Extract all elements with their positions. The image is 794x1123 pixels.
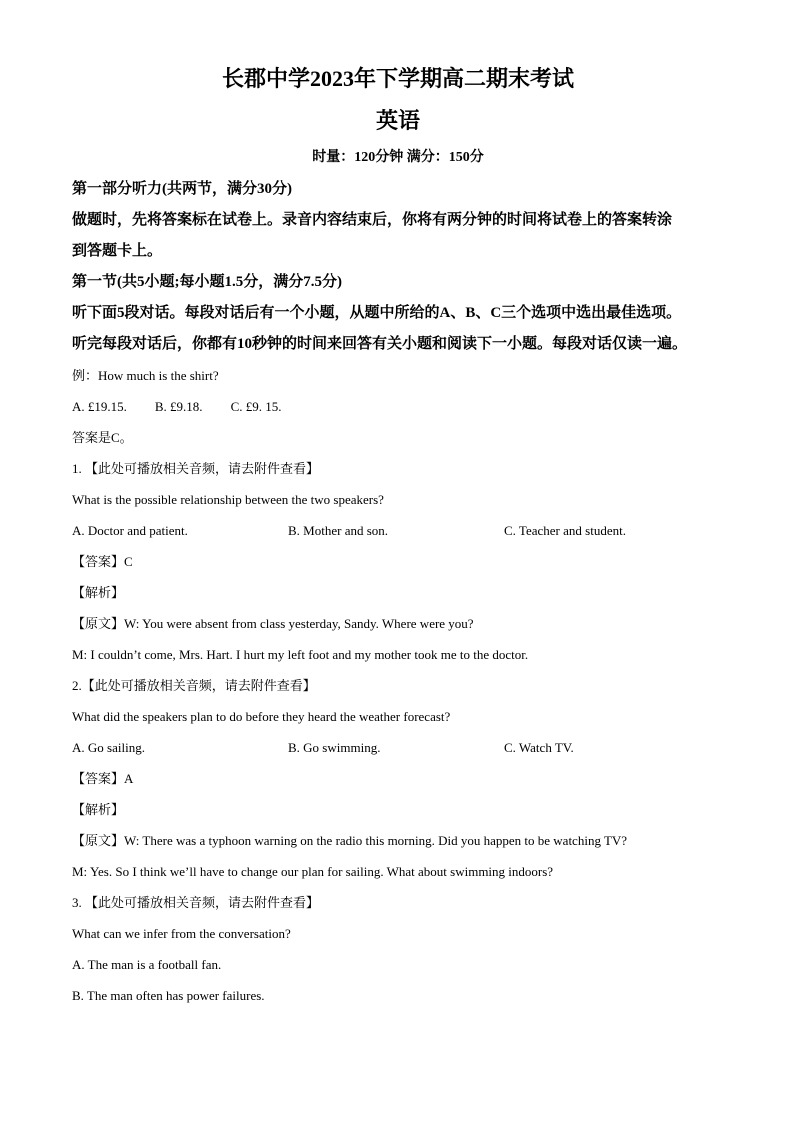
question-1-option-a: A. Doctor and patient. <box>72 523 188 538</box>
example-option-b: B. £9.18. <box>154 399 203 414</box>
example-answer: 答案是C。 <box>72 430 133 445</box>
question-2-analysis-label: 【解析】 <box>72 802 125 817</box>
example-question: 例：How much is the shirt? <box>72 368 219 383</box>
example-option-c: C. £9. 15. <box>230 399 282 414</box>
audio-note: 【此处可播放相关音频，请去附件查看】 <box>85 461 320 476</box>
question-3-audio-note <box>72 887 724 918</box>
part1-heading: 第一部分听力(共两节，满分30分) <box>72 181 292 197</box>
audio-note: 【此处可播放相关音频，请去附件查看】 <box>81 678 316 693</box>
question-2-text: What did the speakers plan to do before they heard the weather forecast? <box>72 709 451 724</box>
question-1-option-c: C. Teacher and student. <box>504 523 626 538</box>
question-1-option-b: B. Mother and son. <box>288 523 389 538</box>
question-2-options <box>72 732 724 763</box>
question-2-option-a: A. Go sailing. <box>72 740 145 755</box>
question-2-transcript-line1 <box>72 825 724 856</box>
question-1-options <box>72 515 724 546</box>
exam-subject: 英语 <box>375 108 420 133</box>
question-3-text: What can we infer from the conversation? <box>72 926 291 941</box>
audio-note: 【此处可播放相关音频，请去附件查看】 <box>85 895 320 910</box>
question-1-transcript-line2: M: I couldn’t come, Mrs. Hart. I hurt my left foot and my mother took me to the doctor. <box>72 647 529 662</box>
exam-title: 长郡中学2023年下学期高二期末考试 <box>221 66 574 91</box>
part1-instructions-line1: 做题时，先将答案标在试卷上。录音内容结束后，你将有两分钟的时间将试卷上的答案转涂 <box>72 212 673 228</box>
exam-meta: 时量：120分钟 满分：150分 <box>312 150 484 165</box>
question-2-transcript-line2: M: Yes. So I think we’ll have to change our plan for sailing. What about swimming indoors? <box>72 864 554 879</box>
answer-label: 【答案】 <box>72 554 125 569</box>
transcript-label: 【原文】 <box>72 833 125 848</box>
answer-value: C <box>124 554 133 569</box>
question-1-answer <box>72 546 724 577</box>
question-1-audio-note <box>72 453 724 484</box>
answer-label: 【答案】 <box>72 771 125 786</box>
transcript-label: 【原文】 <box>72 616 125 631</box>
example-options <box>72 391 724 422</box>
question-3-number: 3. <box>72 895 85 910</box>
question-2-answer <box>72 763 724 794</box>
answer-value: A <box>124 771 134 786</box>
question-3-option-a: A. The man is a football fan. <box>72 957 222 972</box>
section1-line1: 听下面5段对话。每段对话后有一个小题，从题中所给的A、B、C三个选项中选出最佳选项。 <box>72 305 682 321</box>
transcript-text: W: There was a typhoon warning on the radio this morning. Did you happen to be watching TV? <box>124 833 628 848</box>
section1-line2: 听完每段对话后，你都有10秒钟的时间来回答有关小题和阅读下一小题。每段对话仅读一遍。 <box>72 336 688 352</box>
example-option-a: A. £19.15. <box>72 399 127 414</box>
question-2-option-c: C. Watch TV. <box>504 740 574 755</box>
question-2-number: 2. <box>72 678 82 693</box>
question-1-number: 1. <box>72 461 85 476</box>
question-1-transcript-line1 <box>72 608 724 639</box>
question-2-option-b: B. Go swimming. <box>288 740 381 755</box>
section1-heading: 第一节(共5小题;每小题1.5分，满分7.5分) <box>72 274 342 290</box>
question-1-analysis-label: 【解析】 <box>72 585 125 600</box>
question-3-option-b: B. The man often has power failures. <box>72 988 265 1003</box>
question-1-text: What is the possible relationship between the two speakers? <box>72 492 384 507</box>
question-2-audio-note <box>72 670 724 701</box>
transcript-text: W: You were absent from class yesterday, Sandy. Where were you? <box>124 616 474 631</box>
part1-instructions-line2: 到答题卡上。 <box>72 243 163 259</box>
